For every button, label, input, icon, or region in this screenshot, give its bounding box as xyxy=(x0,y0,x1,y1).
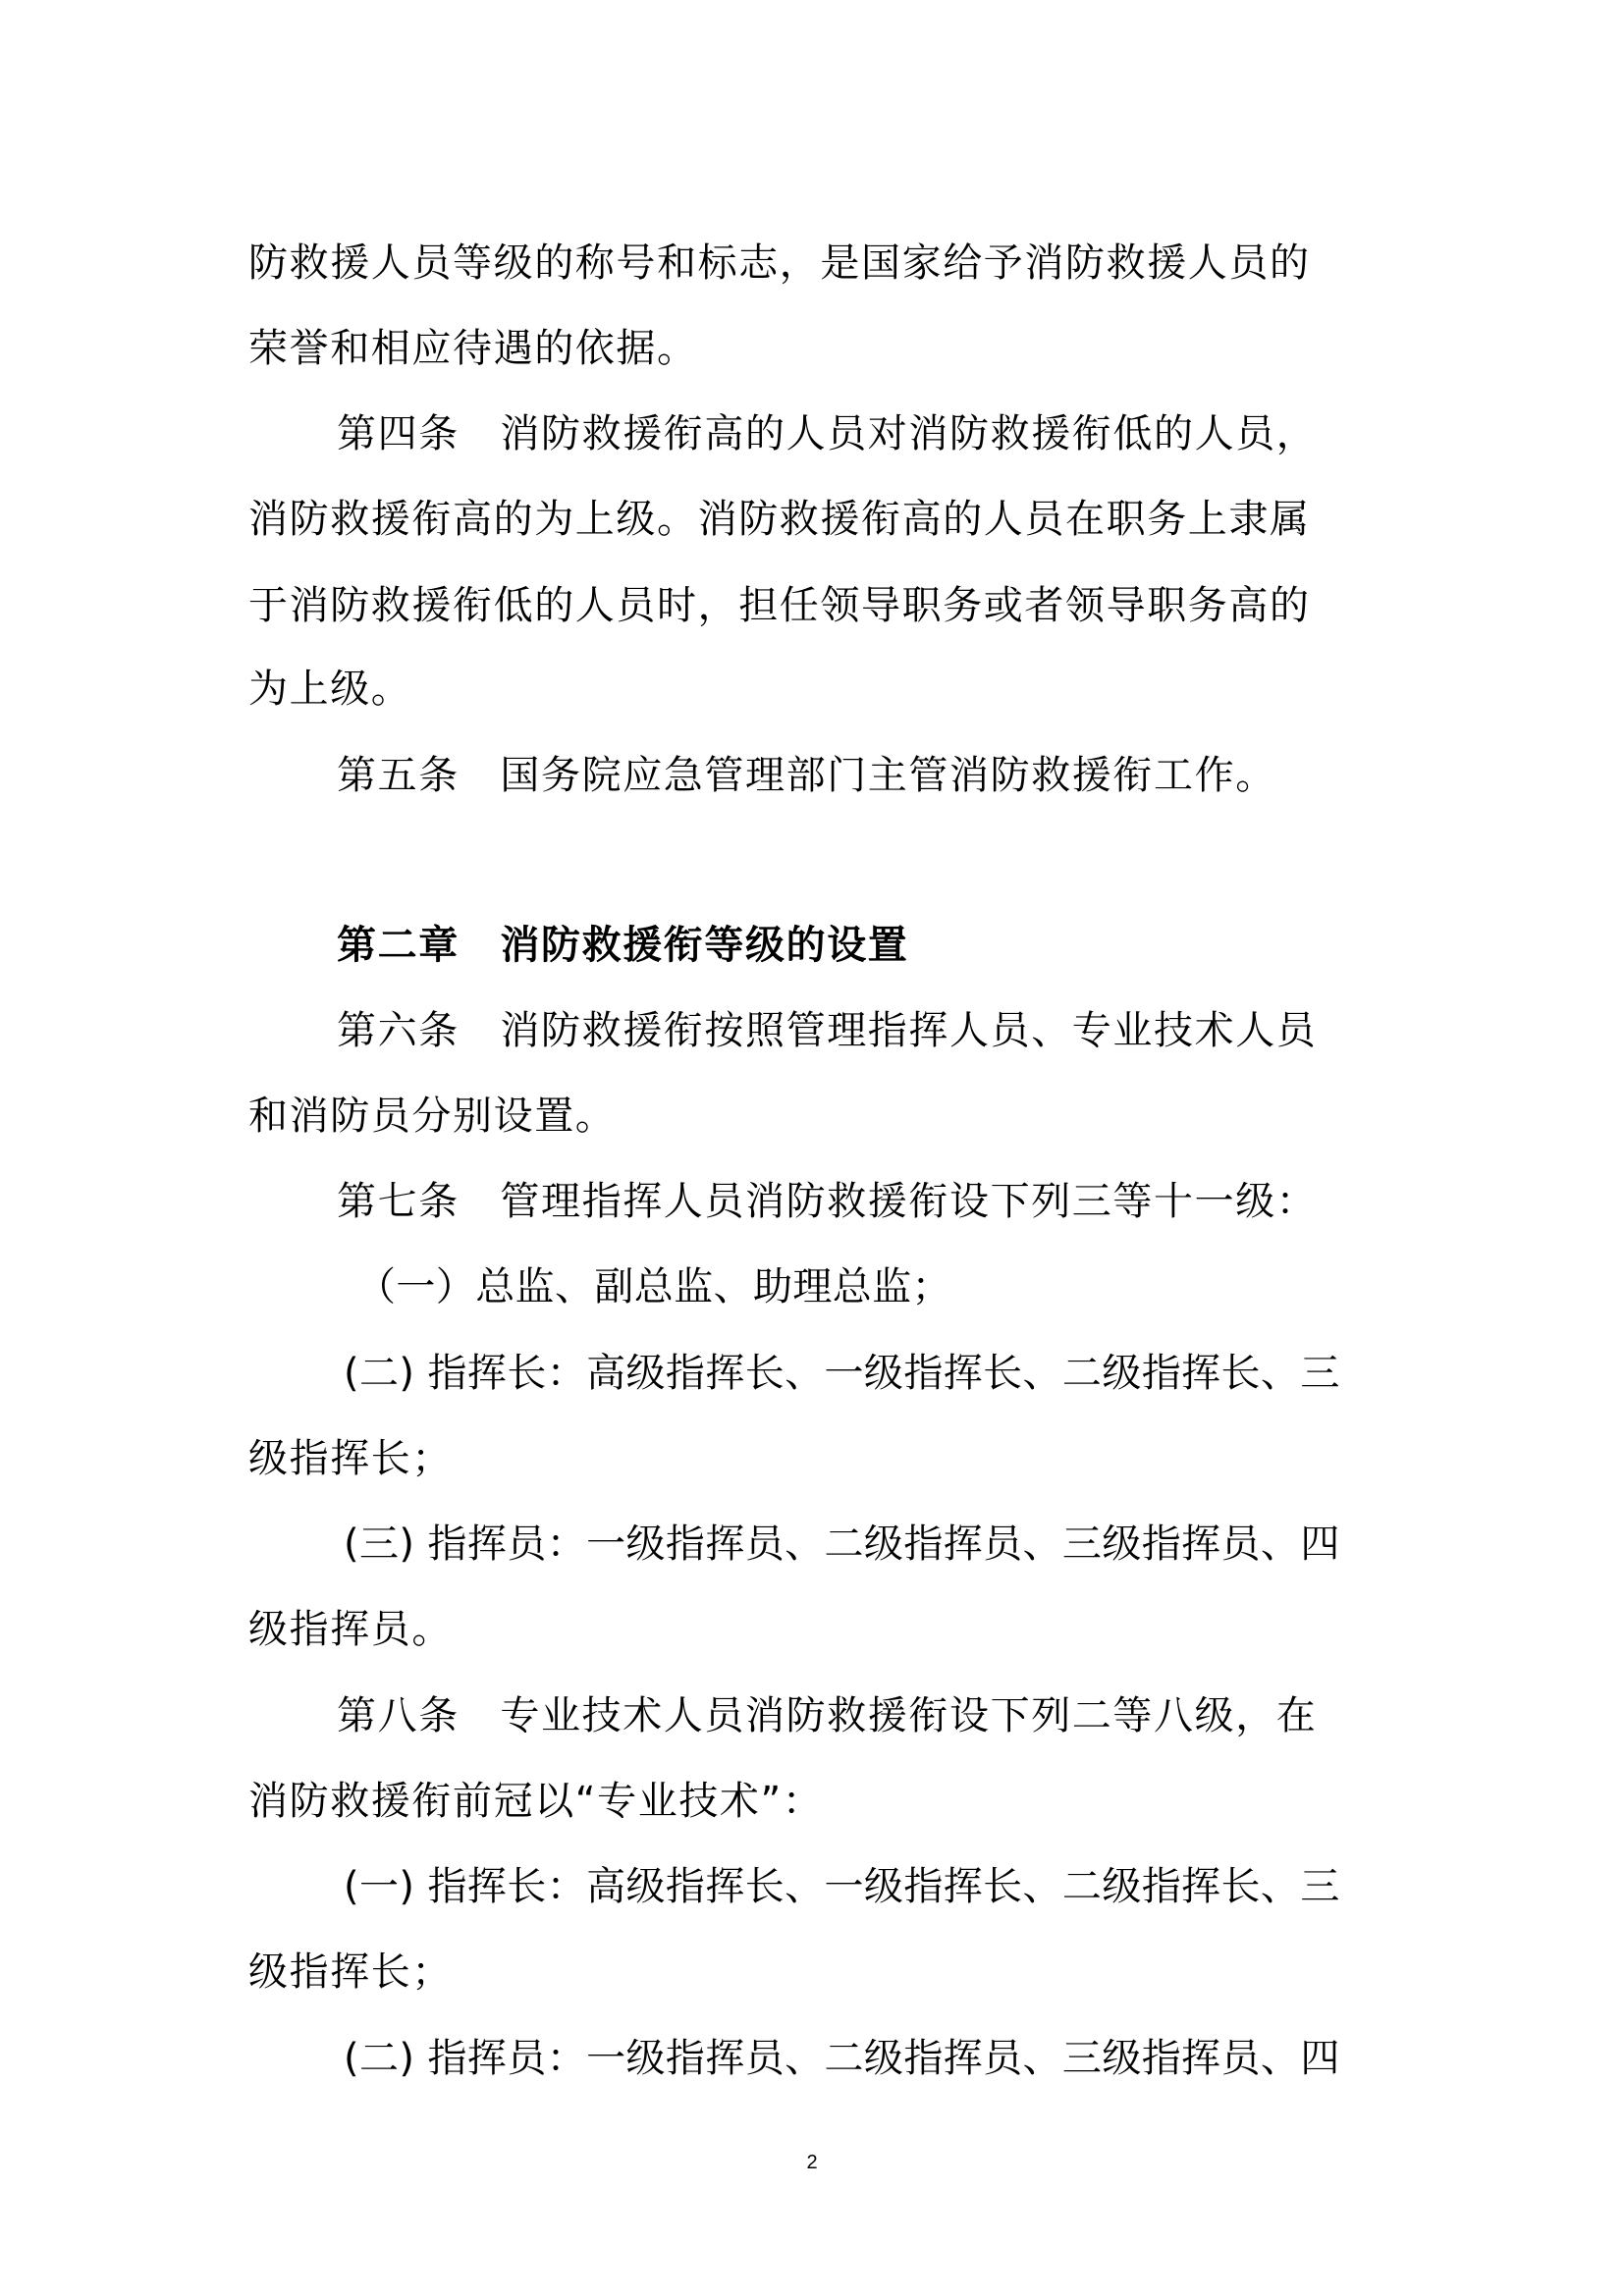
paragraph-line: 防救援人员等级的称号和标志，是国家给予消防救援人员的 xyxy=(248,240,1311,286)
page-number: 2 xyxy=(806,2152,818,2173)
list-item: (二) 指挥长：高级指挥长、一级指挥长、二级指挥长、三 xyxy=(344,1351,1340,1396)
paragraph-line: 于消防救援衔低的人员时，担任领导职务或者领导职务高的 xyxy=(248,583,1311,628)
paragraph-line: 荣誉和相应待遇的依据。 xyxy=(248,326,698,371)
list-item: (一) 指挥长：高级指挥长、一级指挥长、二级指挥长、三 xyxy=(344,1864,1340,1909)
article-5-line: 第五条 国务院应急管理部门主管消防救援衔工作。 xyxy=(337,753,1276,798)
list-item: (三) 指挥员：一级指挥员、二级指挥员、三级指挥员、四 xyxy=(344,1522,1340,1567)
paragraph-line: 级指挥长； xyxy=(248,1436,453,1481)
paragraph-line: 和消防员分别设置。 xyxy=(248,1094,617,1139)
article-4-line: 第四条 消防救援衔高的人员对消防救援衔低的人员， xyxy=(337,411,1318,456)
article-7-line: 第七条 管理指挥人员消防救援衔设下列三等十一级： xyxy=(337,1179,1318,1224)
list-item: （一）总监、副总监、助理总监； xyxy=(356,1264,951,1309)
paragraph-line: 消防救援衔前冠以“专业技术”： xyxy=(248,1779,824,1824)
article-6-line: 第六条 消防救援衔按照管理指挥人员、专业技术人员 xyxy=(337,1008,1318,1053)
article-8-line: 第八条 专业技术人员消防救援衔设下列二等八级，在 xyxy=(337,1693,1318,1738)
paragraph-line: 为上级。 xyxy=(248,667,412,712)
chapter-heading: 第二章 消防救援衔等级的设置 xyxy=(337,923,909,968)
paragraph-line: 级指挥员。 xyxy=(248,1607,453,1652)
list-item: (二) 指挥员：一级指挥员、二级指挥员、三级指挥员、四 xyxy=(344,2036,1340,2081)
paragraph-line: 消防救援衔高的为上级。消防救援衔高的人员在职务上隶属 xyxy=(248,497,1311,542)
paragraph-line: 级指挥长； xyxy=(248,1949,453,1995)
